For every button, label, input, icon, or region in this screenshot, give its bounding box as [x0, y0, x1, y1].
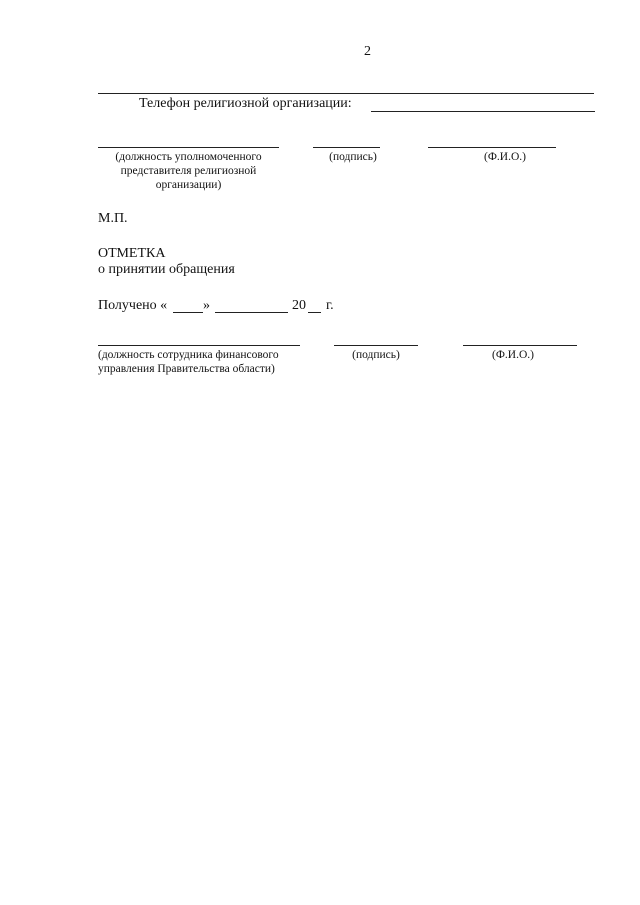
position-caption-1-line-3: организации) [155, 179, 222, 191]
received-year-suffix: г. [326, 298, 334, 313]
received-year-prefix: 20 [292, 298, 306, 313]
signature-line-2[interactable] [334, 345, 418, 346]
position-caption-1 [98, 150, 279, 192]
position-caption-2 [98, 348, 279, 376]
received-close-quote: » [203, 298, 210, 313]
received-month-line[interactable] [215, 312, 288, 313]
received-year-line[interactable] [308, 312, 321, 313]
phone-label: Телефон религиозной организации: [139, 96, 352, 111]
received-day-line[interactable] [173, 312, 203, 313]
mark-title: ОТМЕТКА [98, 246, 166, 261]
name-line-1[interactable] [428, 147, 556, 148]
name-line-2[interactable] [463, 345, 577, 346]
signature-caption-1: (подпись) [329, 151, 377, 163]
signature-line-1[interactable] [313, 147, 380, 148]
position-caption-1-line-1: (должность уполномоченного [115, 151, 262, 163]
position-line-1[interactable] [98, 147, 279, 148]
position-caption-1-line-2: представителя религиозной [120, 165, 257, 177]
name-caption-2: (Ф.И.О.) [492, 349, 534, 361]
mark-subtitle: о принятии обращения [98, 262, 235, 277]
signature-caption-2: (подпись) [352, 349, 400, 361]
position-caption-2-line-1: (должность сотрудника финансового [98, 349, 279, 361]
stamp-place: М.П. [98, 211, 128, 226]
page-number: 2 [364, 44, 371, 59]
position-line-2[interactable] [98, 345, 300, 346]
position-caption-2-line-2: управления Правительства области) [98, 363, 275, 375]
received-prefix: Получено « [98, 298, 168, 313]
phone-value-line[interactable] [371, 111, 595, 112]
name-caption-1: (Ф.И.О.) [484, 151, 526, 163]
top-separator-line [98, 93, 594, 94]
